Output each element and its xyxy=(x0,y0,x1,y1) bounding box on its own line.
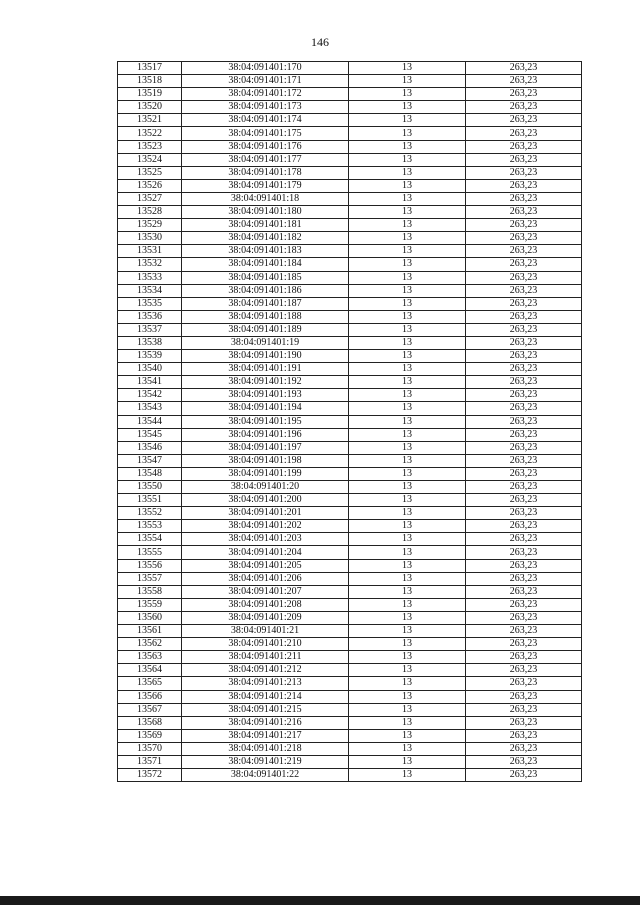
table-row xyxy=(118,467,582,480)
table-row xyxy=(118,232,582,245)
cadastral-number-cell: 38:04:091401:184 xyxy=(182,258,349,271)
category-cell: 13 xyxy=(349,166,466,179)
category-cell: 13 xyxy=(349,350,466,363)
category-cell: 13 xyxy=(349,664,466,677)
cadastral-number-cell: 38:04:091401:183 xyxy=(182,245,349,258)
row-number-cell: 13520 xyxy=(118,101,182,114)
cadastral-number-cell: 38:04:091401:212 xyxy=(182,664,349,677)
cadastral-number-cell: 38:04:091401:194 xyxy=(182,402,349,415)
value-cell: 263,23 xyxy=(466,363,582,376)
category-cell: 13 xyxy=(349,258,466,271)
cadastral-number-cell: 38:04:091401:173 xyxy=(182,101,349,114)
value-cell: 263,23 xyxy=(466,585,582,598)
category-cell: 13 xyxy=(349,114,466,127)
cadastral-number-cell: 38:04:091401:188 xyxy=(182,310,349,323)
value-cell: 263,23 xyxy=(466,428,582,441)
value-cell: 263,23 xyxy=(466,533,582,546)
category-cell: 13 xyxy=(349,192,466,205)
category-cell: 13 xyxy=(349,546,466,559)
table-row xyxy=(118,520,582,533)
table-row xyxy=(118,363,582,376)
value-cell: 263,23 xyxy=(466,742,582,755)
value-cell: 263,23 xyxy=(466,664,582,677)
table-row xyxy=(118,192,582,205)
row-number-cell: 13566 xyxy=(118,690,182,703)
table-row xyxy=(118,638,582,651)
row-number-cell: 13567 xyxy=(118,703,182,716)
table-row xyxy=(118,114,582,127)
row-number-cell: 13526 xyxy=(118,179,182,192)
row-number-cell: 13531 xyxy=(118,245,182,258)
table-row xyxy=(118,441,582,454)
row-number-cell: 13528 xyxy=(118,206,182,219)
value-cell: 263,23 xyxy=(466,441,582,454)
category-cell: 13 xyxy=(349,88,466,101)
row-number-cell: 13541 xyxy=(118,376,182,389)
value-cell: 263,23 xyxy=(466,179,582,192)
table-row xyxy=(118,88,582,101)
row-number-cell: 13529 xyxy=(118,219,182,232)
value-cell: 263,23 xyxy=(466,192,582,205)
cadastral-number-cell: 38:04:091401:18 xyxy=(182,192,349,205)
table-row xyxy=(118,481,582,494)
row-number-cell: 13572 xyxy=(118,769,182,782)
value-cell: 263,23 xyxy=(466,769,582,782)
value-cell: 263,23 xyxy=(466,153,582,166)
row-number-cell: 13551 xyxy=(118,494,182,507)
category-cell: 13 xyxy=(349,638,466,651)
value-cell: 263,23 xyxy=(466,166,582,179)
cadastral-number-cell: 38:04:091401:193 xyxy=(182,389,349,402)
table-row xyxy=(118,206,582,219)
category-cell: 13 xyxy=(349,611,466,624)
cadastral-number-cell: 38:04:091401:207 xyxy=(182,585,349,598)
cadastral-number-cell: 38:04:091401:196 xyxy=(182,428,349,441)
category-cell: 13 xyxy=(349,323,466,336)
table-row xyxy=(118,729,582,742)
table-row xyxy=(118,271,582,284)
page-number: 146 xyxy=(311,35,329,49)
row-number-cell: 13524 xyxy=(118,153,182,166)
cadastral-number-cell: 38:04:091401:187 xyxy=(182,297,349,310)
category-cell: 13 xyxy=(349,153,466,166)
row-number-cell: 13564 xyxy=(118,664,182,677)
category-cell: 13 xyxy=(349,206,466,219)
row-number-cell: 13571 xyxy=(118,755,182,768)
table-row xyxy=(118,428,582,441)
category-cell: 13 xyxy=(349,75,466,88)
value-cell: 263,23 xyxy=(466,336,582,349)
table-row xyxy=(118,677,582,690)
value-cell: 263,23 xyxy=(466,245,582,258)
cadastral-number-cell: 38:04:091401:176 xyxy=(182,140,349,153)
row-number-cell: 13550 xyxy=(118,481,182,494)
category-cell: 13 xyxy=(349,651,466,664)
category-cell: 13 xyxy=(349,297,466,310)
value-cell: 263,23 xyxy=(466,323,582,336)
value-cell: 263,23 xyxy=(466,101,582,114)
table-row xyxy=(118,690,582,703)
row-number-cell: 13555 xyxy=(118,546,182,559)
value-cell: 263,23 xyxy=(466,127,582,140)
category-cell: 13 xyxy=(349,127,466,140)
table-row xyxy=(118,284,582,297)
category-cell: 13 xyxy=(349,716,466,729)
row-number-cell: 13536 xyxy=(118,310,182,323)
value-cell: 263,23 xyxy=(466,402,582,415)
category-cell: 13 xyxy=(349,507,466,520)
table-row xyxy=(118,219,582,232)
row-number-cell: 13548 xyxy=(118,467,182,480)
table-row xyxy=(118,507,582,520)
value-cell: 263,23 xyxy=(466,415,582,428)
value-cell: 263,23 xyxy=(466,611,582,624)
table-row xyxy=(118,389,582,402)
row-number-cell: 13547 xyxy=(118,454,182,467)
cadastral-number-cell: 38:04:091401:190 xyxy=(182,350,349,363)
row-number-cell: 13530 xyxy=(118,232,182,245)
category-cell: 13 xyxy=(349,769,466,782)
cadastral-number-cell: 38:04:091401:211 xyxy=(182,651,349,664)
value-cell: 263,23 xyxy=(466,625,582,638)
table-row xyxy=(118,297,582,310)
row-number-cell: 13519 xyxy=(118,88,182,101)
row-number-cell: 13527 xyxy=(118,192,182,205)
row-number-cell: 13517 xyxy=(118,62,182,75)
cadastral-number-cell: 38:04:091401:208 xyxy=(182,598,349,611)
category-cell: 13 xyxy=(349,179,466,192)
cadastral-number-cell: 38:04:091401:210 xyxy=(182,638,349,651)
row-number-cell: 13561 xyxy=(118,625,182,638)
row-number-cell: 13552 xyxy=(118,507,182,520)
value-cell: 263,23 xyxy=(466,88,582,101)
value-cell: 263,23 xyxy=(466,598,582,611)
cadastral-number-cell: 38:04:091401:182 xyxy=(182,232,349,245)
value-cell: 263,23 xyxy=(466,559,582,572)
cadastral-number-cell: 38:04:091401:215 xyxy=(182,703,349,716)
cadastral-number-cell: 38:04:091401:216 xyxy=(182,716,349,729)
value-cell: 263,23 xyxy=(466,651,582,664)
table-row xyxy=(118,546,582,559)
category-cell: 13 xyxy=(349,625,466,638)
value-cell: 263,23 xyxy=(466,677,582,690)
cadastral-number-cell: 38:04:091401:179 xyxy=(182,179,349,192)
table-row xyxy=(118,323,582,336)
cadastral-number-cell: 38:04:091401:180 xyxy=(182,206,349,219)
value-cell: 263,23 xyxy=(466,140,582,153)
row-number-cell: 13538 xyxy=(118,336,182,349)
cadastral-number-cell: 38:04:091401:172 xyxy=(182,88,349,101)
row-number-cell: 13522 xyxy=(118,127,182,140)
row-number-cell: 13521 xyxy=(118,114,182,127)
row-number-cell: 13569 xyxy=(118,729,182,742)
table-row xyxy=(118,166,582,179)
table-row xyxy=(118,140,582,153)
category-cell: 13 xyxy=(349,219,466,232)
category-cell: 13 xyxy=(349,415,466,428)
value-cell: 263,23 xyxy=(466,389,582,402)
cadastral-number-cell: 38:04:091401:181 xyxy=(182,219,349,232)
value-cell: 263,23 xyxy=(466,219,582,232)
table-row xyxy=(118,559,582,572)
cadastral-number-cell: 38:04:091401:171 xyxy=(182,75,349,88)
table-row xyxy=(118,769,582,782)
table-row xyxy=(118,454,582,467)
category-cell: 13 xyxy=(349,402,466,415)
category-cell: 13 xyxy=(349,520,466,533)
value-cell: 263,23 xyxy=(466,258,582,271)
category-cell: 13 xyxy=(349,62,466,75)
cadastral-number-cell: 38:04:091401:213 xyxy=(182,677,349,690)
table-row xyxy=(118,153,582,166)
table-row xyxy=(118,742,582,755)
table-row xyxy=(118,179,582,192)
category-cell: 13 xyxy=(349,284,466,297)
row-number-cell: 13546 xyxy=(118,441,182,454)
cadastral-number-cell: 38:04:091401:214 xyxy=(182,690,349,703)
cadastral-number-cell: 38:04:091401:178 xyxy=(182,166,349,179)
row-number-cell: 13545 xyxy=(118,428,182,441)
row-number-cell: 13532 xyxy=(118,258,182,271)
cadastral-number-cell: 38:04:091401:204 xyxy=(182,546,349,559)
value-cell: 263,23 xyxy=(466,350,582,363)
value-cell: 263,23 xyxy=(466,729,582,742)
cadastral-number-cell: 38:04:091401:197 xyxy=(182,441,349,454)
table-row xyxy=(118,585,582,598)
row-number-cell: 13525 xyxy=(118,166,182,179)
value-cell: 263,23 xyxy=(466,232,582,245)
cadastral-number-cell: 38:04:091401:175 xyxy=(182,127,349,140)
cadastral-number-cell: 38:04:091401:199 xyxy=(182,467,349,480)
cadastral-number-cell: 38:04:091401:203 xyxy=(182,533,349,546)
row-number-cell: 13523 xyxy=(118,140,182,153)
category-cell: 13 xyxy=(349,428,466,441)
value-cell: 263,23 xyxy=(466,703,582,716)
row-number-cell: 13537 xyxy=(118,323,182,336)
cadastral-number-cell: 38:04:091401:174 xyxy=(182,114,349,127)
value-cell: 263,23 xyxy=(466,310,582,323)
cadastral-number-cell: 38:04:091401:185 xyxy=(182,271,349,284)
category-cell: 13 xyxy=(349,363,466,376)
cadastral-number-cell: 38:04:091401:218 xyxy=(182,742,349,755)
cadastral-number-cell: 38:04:091401:19 xyxy=(182,336,349,349)
cadastral-number-cell: 38:04:091401:192 xyxy=(182,376,349,389)
table-row xyxy=(118,598,582,611)
category-cell: 13 xyxy=(349,598,466,611)
category-cell: 13 xyxy=(349,755,466,768)
table-row xyxy=(118,415,582,428)
data-table xyxy=(117,61,582,782)
cadastral-number-cell: 38:04:091401:195 xyxy=(182,415,349,428)
category-cell: 13 xyxy=(349,494,466,507)
cadastral-number-cell: 38:04:091401:177 xyxy=(182,153,349,166)
cadastral-number-cell: 38:04:091401:202 xyxy=(182,520,349,533)
value-cell: 263,23 xyxy=(466,62,582,75)
category-cell: 13 xyxy=(349,729,466,742)
table-row xyxy=(118,310,582,323)
row-number-cell: 13559 xyxy=(118,598,182,611)
table-row xyxy=(118,755,582,768)
category-cell: 13 xyxy=(349,467,466,480)
row-number-cell: 13570 xyxy=(118,742,182,755)
value-cell: 263,23 xyxy=(466,520,582,533)
table-row xyxy=(118,101,582,114)
category-cell: 13 xyxy=(349,336,466,349)
value-cell: 263,23 xyxy=(466,271,582,284)
table-row xyxy=(118,572,582,585)
row-number-cell: 13534 xyxy=(118,284,182,297)
category-cell: 13 xyxy=(349,677,466,690)
value-cell: 263,23 xyxy=(466,284,582,297)
cadastral-number-cell: 38:04:091401:186 xyxy=(182,284,349,297)
row-number-cell: 13553 xyxy=(118,520,182,533)
category-cell: 13 xyxy=(349,572,466,585)
category-cell: 13 xyxy=(349,742,466,755)
row-number-cell: 13562 xyxy=(118,638,182,651)
value-cell: 263,23 xyxy=(466,297,582,310)
row-number-cell: 13542 xyxy=(118,389,182,402)
value-cell: 263,23 xyxy=(466,467,582,480)
value-cell: 263,23 xyxy=(466,690,582,703)
row-number-cell: 13554 xyxy=(118,533,182,546)
value-cell: 263,23 xyxy=(466,454,582,467)
cadastral-number-cell: 38:04:091401:206 xyxy=(182,572,349,585)
cadastral-number-cell: 38:04:091401:189 xyxy=(182,323,349,336)
value-cell: 263,23 xyxy=(466,572,582,585)
cadastral-number-cell: 38:04:091401:200 xyxy=(182,494,349,507)
table-row xyxy=(118,75,582,88)
table-row xyxy=(118,62,582,75)
value-cell: 263,23 xyxy=(466,494,582,507)
row-number-cell: 13565 xyxy=(118,677,182,690)
category-cell: 13 xyxy=(349,245,466,258)
table-row xyxy=(118,494,582,507)
category-cell: 13 xyxy=(349,389,466,402)
value-cell: 263,23 xyxy=(466,75,582,88)
category-cell: 13 xyxy=(349,441,466,454)
category-cell: 13 xyxy=(349,271,466,284)
cadastral-number-cell: 38:04:091401:219 xyxy=(182,755,349,768)
table-row xyxy=(118,336,582,349)
category-cell: 13 xyxy=(349,232,466,245)
row-number-cell: 13560 xyxy=(118,611,182,624)
table-row xyxy=(118,258,582,271)
row-number-cell: 13533 xyxy=(118,271,182,284)
table-row xyxy=(118,245,582,258)
value-cell: 263,23 xyxy=(466,481,582,494)
cadastral-number-cell: 38:04:091401:205 xyxy=(182,559,349,572)
cadastral-number-cell: 38:04:091401:20 xyxy=(182,481,349,494)
category-cell: 13 xyxy=(349,140,466,153)
table-row xyxy=(118,716,582,729)
table-body xyxy=(118,62,582,782)
value-cell: 263,23 xyxy=(466,206,582,219)
cadastral-number-cell: 38:04:091401:201 xyxy=(182,507,349,520)
table-row xyxy=(118,611,582,624)
category-cell: 13 xyxy=(349,101,466,114)
value-cell: 263,23 xyxy=(466,546,582,559)
cadastral-number-cell: 38:04:091401:198 xyxy=(182,454,349,467)
cadastral-number-cell: 38:04:091401:191 xyxy=(182,363,349,376)
row-number-cell: 13556 xyxy=(118,559,182,572)
table-row xyxy=(118,533,582,546)
value-cell: 263,23 xyxy=(466,638,582,651)
scan-edge-bar xyxy=(0,896,640,905)
category-cell: 13 xyxy=(349,533,466,546)
row-number-cell: 13535 xyxy=(118,297,182,310)
cadastral-number-cell: 38:04:091401:22 xyxy=(182,769,349,782)
value-cell: 263,23 xyxy=(466,376,582,389)
cadastral-number-cell: 38:04:091401:209 xyxy=(182,611,349,624)
value-cell: 263,23 xyxy=(466,507,582,520)
category-cell: 13 xyxy=(349,703,466,716)
table-row xyxy=(118,127,582,140)
row-number-cell: 13544 xyxy=(118,415,182,428)
row-number-cell: 13539 xyxy=(118,350,182,363)
value-cell: 263,23 xyxy=(466,114,582,127)
row-number-cell: 13557 xyxy=(118,572,182,585)
category-cell: 13 xyxy=(349,690,466,703)
row-number-cell: 13568 xyxy=(118,716,182,729)
table-row xyxy=(118,376,582,389)
category-cell: 13 xyxy=(349,559,466,572)
category-cell: 13 xyxy=(349,310,466,323)
table-row xyxy=(118,402,582,415)
value-cell: 263,23 xyxy=(466,716,582,729)
row-number-cell: 13563 xyxy=(118,651,182,664)
category-cell: 13 xyxy=(349,454,466,467)
category-cell: 13 xyxy=(349,376,466,389)
table-row xyxy=(118,703,582,716)
category-cell: 13 xyxy=(349,585,466,598)
table-row xyxy=(118,664,582,677)
row-number-cell: 13540 xyxy=(118,363,182,376)
table-row xyxy=(118,625,582,638)
row-number-cell: 13543 xyxy=(118,402,182,415)
row-number-cell: 13518 xyxy=(118,75,182,88)
row-number-cell: 13558 xyxy=(118,585,182,598)
category-cell: 13 xyxy=(349,481,466,494)
cadastral-number-cell: 38:04:091401:170 xyxy=(182,62,349,75)
value-cell: 263,23 xyxy=(466,755,582,768)
cadastral-number-cell: 38:04:091401:21 xyxy=(182,625,349,638)
cadastral-number-cell: 38:04:091401:217 xyxy=(182,729,349,742)
table-row xyxy=(118,350,582,363)
table-row xyxy=(118,651,582,664)
